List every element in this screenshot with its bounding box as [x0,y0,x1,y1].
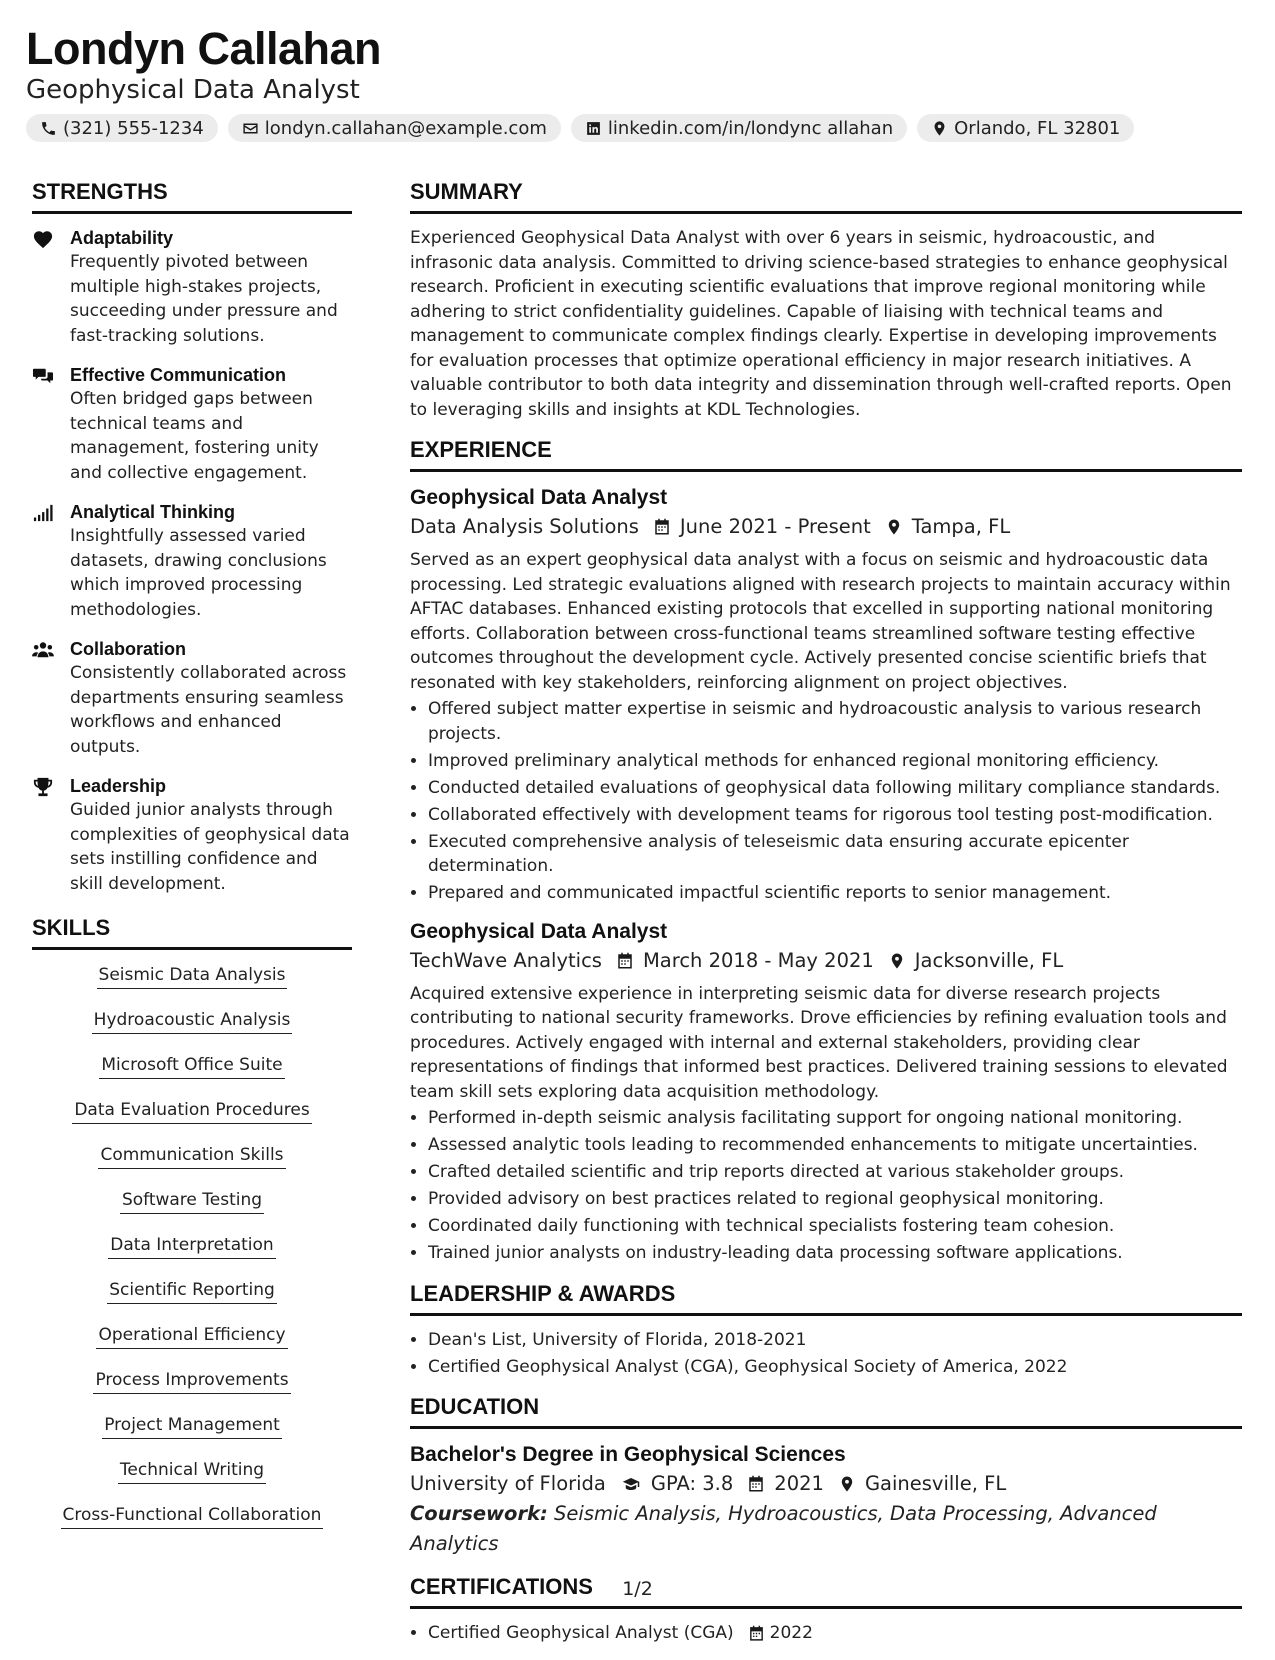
job-bullets [410,1106,1242,1266]
job-company: Data Analysis Solutions [410,515,639,538]
strength-item [32,637,352,759]
map-pin-icon [838,1475,856,1493]
job-bullet: • Prepared and communicated impactful scientific reports to senior management. [428,881,1242,906]
strength-item [32,500,352,622]
job-title: Geophysical Data Analyst [410,919,668,943]
strength-title: Collaboration [70,639,186,659]
strength-desc: Insightfully assessed varied datasets, drawing conclusions which improved processing methodologies. [70,526,327,620]
job-bullet: • Crafted detailed scientific and trip reports directed at various stakeholder groups. [428,1160,1242,1185]
summary-text: Experienced Geophysical Data Analyst with over 6 years in seismic, hydroacoustic, and infrasonic data analysis. Committed to driving science-based strategies to enhance geophysical research. Proficient in executing scientific evaluations that improve regional monitoring while adhering to strict confidentiality guidelines. Capable of liaising with technical teams and management to communicate complex findings clearly. Expertise in developing improvements for evaluation processes that optimize operational efficiency in major research initiatives. A valuable contributor to both data integrity and dissemination through well-crafted reports. Open to leveraging skills and insights at KDL Technologies. [410,228,1232,420]
strength-title: Adaptability [70,228,174,248]
calendar-icon [616,952,634,970]
left-column [32,178,352,1547]
users-icon [32,640,54,660]
job-bullet: • Improved preliminary analytical methods for enhanced regional monitoring efficiency. [428,749,1242,774]
skill-label: Data Evaluation Procedures [72,1097,311,1124]
skills-list [32,962,352,1532]
job-bullets [410,697,1242,906]
award-item: • Dean's List, University of Florida, 2018-2021 [428,1328,1242,1353]
job-title: Geophysical Data Analyst [410,486,668,509]
location-text: Orlando, FL 32801 [954,117,1121,139]
skill-tag [32,1232,352,1262]
strength-desc: Often bridged gaps between technical teams and management, fostering unity and collective engagement. [70,389,319,483]
skill-tag [32,1187,352,1217]
strength-item [32,226,352,348]
summary-section [410,178,1242,422]
phone-text: (321) 555-1234 [63,117,204,139]
map-pin-icon [885,518,903,536]
linkedin-icon [585,120,602,137]
skill-tag [32,1367,352,1397]
strength-title: Leadership [70,776,167,796]
certification-item [428,1621,1242,1646]
skill-label: Technical Writing [118,1457,266,1484]
contact-location [917,114,1134,142]
skill-label: Scientific Reporting [107,1277,277,1304]
education-meta [410,1469,1242,1499]
skill-label: Data Interpretation [108,1232,275,1259]
skill-tag [32,1007,352,1037]
job-meta [410,946,1242,976]
skill-label: Project Management [102,1412,282,1439]
phone-icon [40,120,57,137]
strength-title: Effective Communication [70,365,287,385]
strength-desc: Consistently collaborated across departments ensuring seamless workflows and enhanced outputs. [70,663,347,757]
heart-icon [32,229,54,249]
map-pin-icon [931,120,948,137]
candidate-role: Geophysical Data Analyst [26,75,360,105]
job-bullet: • Performed in-depth seismic analysis facilitating support for ongoing national monitoring. [428,1106,1242,1131]
strength-item [32,363,352,485]
job-entry [410,484,1242,906]
job-meta [410,512,1242,542]
job-description: Served as an expert geophysical data analyst with a focus on seismic and hydroacoustic data processing. Led strategic evaluations aligned with research projects to maintain accuracy within AFTAC databases. Enhanced existing protocols that excelled in supporting national monitoring efforts. Collaboration between cross-functional teams streamlined software testing effective outcomes throughout the development cycle. Actively presented concise scientific briefs that resonated with key stakeholders, reinforcing alignment on project objectives. [410,550,1231,693]
skill-tag [32,962,352,992]
job-entry [410,918,1242,1266]
skill-tag [32,1277,352,1307]
job-bullet: • Offered subject matter expertise in seismic and hydroacoustic analysis to various research projects. [428,697,1242,746]
certification-year: 2022 [769,1623,813,1643]
skill-tag [32,1097,352,1127]
calendar-icon [747,1475,765,1493]
education-section [410,1393,1242,1559]
job-dates: March 2018 - May 2021 [642,948,874,972]
school-location: Gainesville, FL [864,1472,1007,1495]
strength-title: Analytical Thinking [70,502,236,522]
award-item: • Certified Geophysical Analyst (CGA), Geophysical Society of America, 2022 [428,1355,1242,1380]
job-bullet: • Trained junior analysts on industry-leading data processing software applications. [428,1241,1242,1266]
graduation-cap-icon [620,1475,642,1493]
awards-list [410,1328,1242,1380]
calendar-icon [748,1625,765,1642]
skill-label: Software Testing [120,1187,264,1214]
job-company: TechWave Analytics [410,948,602,972]
degree-title: Bachelor's Degree in Geophysical Sciences [410,1443,846,1466]
map-pin-icon [888,952,906,970]
job-bullet: • Provided advisory on best practices related to regional geophysical monitoring. [428,1187,1242,1212]
email-text: londyn.callahan@example.com [264,117,547,139]
job-bullet: • Assessed analytic tools leading to recommended enhancements to mitigate uncertainties. [428,1133,1242,1158]
page-number: 1/2 [622,1578,653,1600]
job-bullet: • Collaborated effectively with development teams for rigorous tool testing post-modification. [428,803,1242,828]
contact-phone[interactable] [26,114,218,142]
gpa: GPA: 3.8 [650,1472,734,1495]
coursework-list: Seismic Analysis, Hydroacoustics, Data Processing, Advanced Analytics [410,1502,1157,1555]
skill-tag [32,1502,352,1532]
skill-tag [32,1457,352,1487]
trophy-icon [32,777,54,797]
chat-icon [32,366,54,386]
skill-tag [32,1052,352,1082]
strengths-heading: STRENGTHS [32,178,352,214]
calendar-icon [653,518,671,536]
strength-desc: Frequently pivoted between multiple high-stakes projects, succeeding under pressure and fast-tracking solutions. [70,252,338,346]
certification-name: • Certified Geophysical Analyst (CGA) [428,1623,734,1643]
certifications-heading: CERTIFICATIONS [410,1573,1242,1609]
resume-header [26,22,1246,142]
job-location: Tampa, FL [911,515,1011,538]
skill-label: Cross-Functional Collaboration [61,1502,324,1529]
experience-section [410,436,1242,1266]
skills-heading: SKILLS [32,914,352,950]
skill-label: Process Improvements [93,1367,290,1394]
skill-tag [32,1412,352,1442]
job-bullet: • Conducted detailed evaluations of geophysical data following military compliance standards. [428,776,1242,801]
graduation-year: 2021 [774,1472,824,1495]
skill-label: Communication Skills [98,1142,285,1169]
awards-heading: LEADERSHIP & AWARDS [410,1280,1242,1316]
linkedin-text: linkedin.com/in/londync allahan [607,117,894,139]
skill-label: Seismic Data Analysis [97,962,288,989]
education-heading: EDUCATION [410,1393,1242,1429]
right-column [410,178,1242,1660]
skill-label: Hydroacoustic Analysis [92,1007,293,1034]
experience-heading: EXPERIENCE [410,436,1242,472]
skill-tag [32,1322,352,1352]
job-bullet: • Executed comprehensive analysis of teleseismic data ensuring accurate epicenter determination. [428,830,1242,879]
coursework-label: Coursework: [410,1502,548,1525]
strength-item [32,774,352,896]
skill-label: Operational Efficiency [96,1322,287,1349]
candidate-name: Londyn Callahan [26,23,382,74]
skill-tag [32,1142,352,1172]
awards-section [410,1280,1242,1380]
contact-email[interactable] [228,114,561,142]
skill-label: Microsoft Office Suite [99,1052,284,1079]
strengths-list [32,226,352,896]
envelope-icon [242,120,259,137]
signal-bars-icon [32,503,54,523]
contact-linkedin[interactable] [571,114,907,142]
certifications-list [410,1621,1242,1646]
summary-heading: SUMMARY [410,178,1242,214]
job-location: Jacksonville, FL [914,948,1064,972]
strength-desc: Guided junior analysts through complexities of geophysical data sets instilling confidence and skill development. [70,800,350,894]
school-name: University of Florida [410,1472,606,1495]
job-description: Acquired extensive experience in interpreting seismic data for diverse research projects contributing to national security frameworks. Drove efficiencies by refining evaluation tools and procedures. Actively engaged with internal and external stakeholders, providing clear representations of findings that informed best practices. Delivered training sessions to elevated team skill sets exploring data acquisition methodology. [410,983,1228,1102]
contact-bar [26,114,1246,142]
job-dates: June 2021 - Present [679,515,871,538]
job-bullet: • Coordinated daily functioning with technical specialists fostering team cohesion. [428,1214,1242,1239]
coursework [410,1499,1242,1559]
